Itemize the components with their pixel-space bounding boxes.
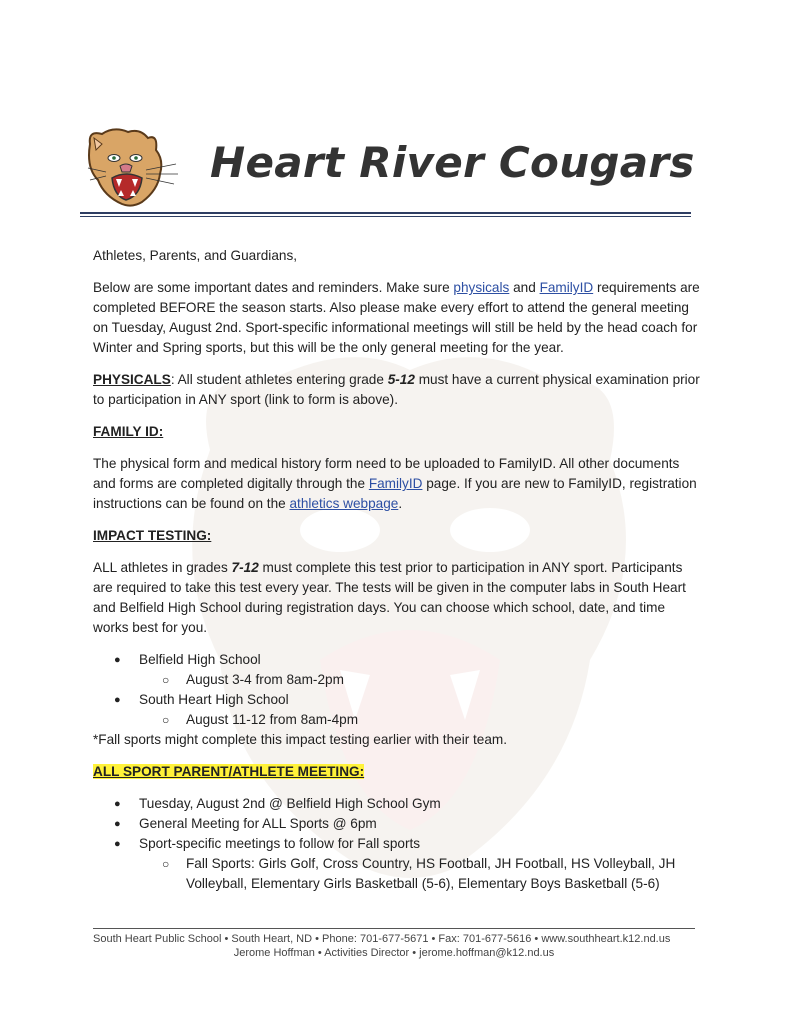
- physicals-heading: PHYSICALS: [93, 372, 171, 387]
- meeting-list: [93, 794, 703, 894]
- physicals-grades: 5-12: [387, 372, 415, 387]
- familyid-link[interactable]: FamilyID: [539, 280, 594, 295]
- cougar-head-logo-icon: [84, 124, 182, 208]
- list-item: ● General Meeting for ALL Sports @ 6pm: [93, 814, 703, 834]
- letter-body: [93, 246, 703, 894]
- impact-school-list: [93, 650, 703, 730]
- list-item: ○ August 11-12 from 8am-4pm: [93, 710, 703, 730]
- header-divider: [80, 212, 691, 214]
- physicals-link[interactable]: physicals: [453, 280, 510, 295]
- familyid-heading: FAMILY ID:: [93, 424, 164, 439]
- familyid-page-link[interactable]: FamilyID: [368, 476, 423, 491]
- physicals-paragraph: PHYSICALS: All student athletes entering grade 5-12 must have a current physical examination prior to participation in ANY sport (link to form is above).: [93, 372, 700, 407]
- fall-sports-item: ○ Fall Sports: Girls Golf, Cross Country, HS Football, JH Football, HS Volleyball, JH Volleyball, Elementary Girls Basketball (5-6), Elementary Boys Basketball (5-6): [93, 854, 703, 894]
- impact-heading: IMPACT TESTING:: [93, 528, 212, 543]
- list-item: ● Sport-specific meetings to follow for Fall sports ○ Fall Sports: Girls Golf, Cross Country, HS Football, JH Football, HS Volleyball, JH Volleyball, Elementary Girls Basketball (5-6), Elementary Boys Basketball (5-6): [93, 834, 703, 894]
- footer-divider: [93, 928, 695, 929]
- impact-paragraph: ALL athletes in grades 7-12 must complete this test prior to participation in ANY sport. Participants are required to take this test every year. The tests will be given in the computer labs in South Heart and Belfield High School during registration days. You can choose which school, date, and time works best for you.: [93, 560, 686, 635]
- meeting-heading-line: [93, 762, 703, 782]
- impact-heading-line: [93, 526, 703, 546]
- impact-note: *Fall sports might complete this impact testing earlier with their team.: [93, 732, 508, 747]
- list-item: ● Tuesday, August 2nd @ Belfield High School Gym: [93, 794, 703, 814]
- list-item: ● Belfield High School ○ August 3-4 from 8am-2pm: [93, 650, 703, 690]
- list-item: ● South Heart High School ○ August 11-12 from 8am-4pm: [93, 690, 703, 730]
- impact-grades: 7-12: [231, 560, 259, 575]
- header-divider-thin: [80, 216, 691, 217]
- list-item: ○ August 3-4 from 8am-2pm: [93, 670, 703, 690]
- familyid-heading-line: [93, 422, 703, 442]
- intro-paragraph: Below are some important dates and reminders. Make sure physicals and FamilyID requirements are completed BEFORE the season starts. Also please make every effort to attend the general meeting on Tuesday, August 2nd. Sport-specific informational meetings will still be held by the head coach for Winter and Spring sports, but this will be the only general meeting for the year.: [93, 280, 700, 355]
- footer: [93, 932, 695, 960]
- greeting: Athletes, Parents, and Guardians,: [93, 248, 298, 263]
- footer-contact: South Heart Public School • South Heart, ND • Phone: 701-677-5671 • Fax: 701-677-5616 • www.southheart.k12.nd.us: [93, 933, 671, 945]
- meeting-heading: ALL SPORT PARENT/ATHLETE MEETING:: [93, 764, 365, 779]
- page-title: Heart River Cougars: [210, 138, 695, 187]
- footer-director: Jerome Hoffman • Activities Director • jerome.hoffman@k12.nd.us: [233, 947, 555, 959]
- familyid-paragraph: The physical form and medical history form need to be uploaded to FamilyID. All other documents and forms are completed digitally through the FamilyID page. If you are new to FamilyID, registration instructions can be found on the athletics webpage.: [93, 456, 697, 511]
- athletics-webpage-link[interactable]: athletics webpage: [289, 496, 399, 511]
